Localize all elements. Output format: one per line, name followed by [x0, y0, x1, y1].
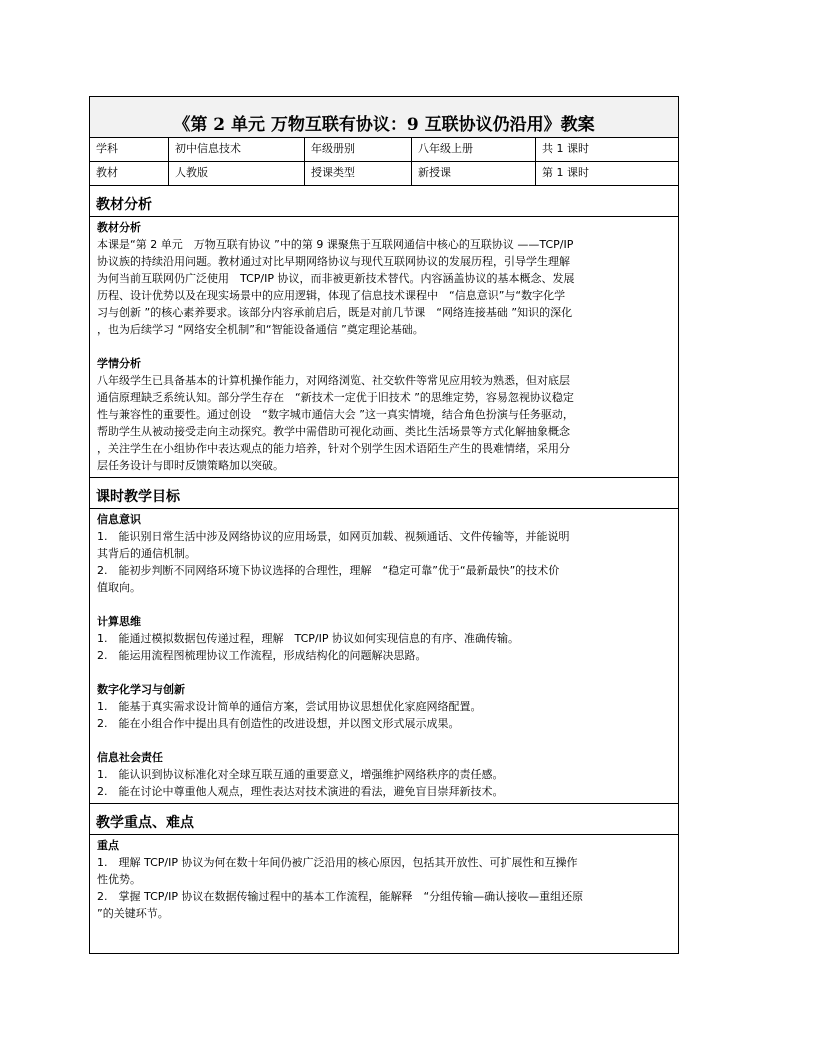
objective-line: 值取向。 [97, 581, 141, 594]
analysis-section-body [90, 217, 678, 478]
textbook-analysis-line: 历程、设计优势以及在现实场景中的应用逻辑，体现了信息技术课程中 “信息意识”与“数字化学 [97, 289, 566, 302]
keypoints-section-header [90, 804, 678, 835]
textbook-value: 人教版 [169, 162, 305, 185]
textbook-analysis-title: 教材分析 [97, 221, 141, 234]
textbook-analysis-line: 本课是“第 2 单元 万物互联有协议 ”中的第 9 课聚焦于互联网通信中核心的互联协议 ——TCP/IP [97, 238, 574, 251]
lesson-type-label: 授课类型 [305, 162, 412, 185]
objectives-section-body [90, 509, 678, 804]
subject-value: 初中信息技术 [169, 138, 305, 161]
objective-group-title: 信息意识 [97, 513, 141, 526]
textbook-label: 教材 [90, 162, 169, 185]
keypoints-title: 重点 [97, 839, 119, 852]
learner-analysis-title: 学情分析 [97, 357, 141, 370]
keypoint-line: 1. 理解 TCP/IP 协议为何在数十年间仍被广泛沿用的核心原因，包括其开放性、可扩展性和互操作 [97, 856, 578, 869]
learner-analysis-line: 通信原理缺乏系统认知。部分学生存在 “新技术一定优于旧技术 ”的思维定势，容易忽视协议稳定 [97, 391, 574, 404]
keypoints-section-body [90, 835, 678, 925]
objectives-section-header [90, 478, 678, 509]
objectives-heading: 课时教学目标 [96, 489, 180, 505]
learner-analysis-line: 层任务设计与即时反馈策略加以突破。 [97, 459, 284, 472]
current-period: 第 1 课时 [542, 166, 589, 179]
grade-label: 年级册别 [305, 138, 412, 161]
objective-line: 1. 能通过模拟数据包传递过程，理解 TCP/IP 协议如何实现信息的有序、准确传输。 [97, 632, 519, 645]
textbook-analysis-line: 习与创新 ”的核心素养要求。该部分内容承前启后，既是对前几节课 “网络连接基础 ”知识的深化 [97, 306, 573, 319]
objective-line: 2. 能在讨论中尊重他人观点，理性表达对技术演进的看法，避免盲目崇拜新技术。 [97, 785, 504, 798]
title-row [90, 97, 678, 138]
objective-line: 2. 能在小组合作中提出具有创造性的改进设想，并以图文形式展示成果。 [97, 717, 460, 730]
analysis-section-header [90, 186, 678, 217]
total-periods: 共 1 课时 [542, 142, 589, 155]
keypoint-line: 2. 掌握 TCP/IP 协议在数据传输过程中的基本工作流程，能解释 “分组传输—确认接收—重组还原 [97, 890, 584, 903]
learner-analysis-line: 帮助学生从被动接受走向主动探究。教学中需借助可视化动画、类比生活场景等方式化解抽象概念 [97, 425, 570, 438]
objective-line: 2. 能运用流程图梳理协议工作流程，形成结构化的问题解决思路。 [97, 649, 427, 662]
info-row-2 [90, 162, 678, 186]
learner-analysis-line: ，关注学生在小组协作中表达观点的能力培养，针对个别学生因术语陌生产生的畏难情绪，采用分 [97, 442, 570, 455]
keypoint-line: 性优势。 [97, 873, 141, 886]
lesson-plan-table [89, 96, 679, 954]
objective-group-title: 计算思维 [97, 615, 141, 628]
textbook-analysis-line: 为何当前互联网仍广泛使用 TCP/IP 协议，而非被更新技术替代。内容涵盖协议的基本概念、发展 [97, 272, 575, 285]
objective-line: 1. 能识别日常生活中涉及网络协议的应用场景，如网页加载、视频通话、文件传输等，并能说明 [97, 530, 570, 543]
textbook-analysis-line: ，也为后续学习 “网络安全机制”和“智能设备通信 ”奠定理论基础。 [97, 323, 424, 336]
analysis-heading: 教材分析 [96, 197, 152, 213]
grade-value: 八年级上册 [412, 138, 536, 161]
objective-group-title: 信息社会责任 [97, 751, 163, 764]
objective-group-title: 数字化学习与创新 [97, 683, 185, 696]
objective-line: 1. 能基于真实需求设计简单的通信方案，尝试用协议思想优化家庭网络配置。 [97, 700, 482, 713]
document-title: 《第 2 单元 万物互联有协议：9 互联协议仍沿用》教案 [173, 115, 595, 135]
subject-label: 学科 [90, 138, 169, 161]
objective-line: 其背后的通信机制。 [97, 547, 196, 560]
objective-line: 1. 能认识到协议标准化对全球互联互通的重要意义，增强维护网络秩序的责任感。 [97, 768, 504, 781]
keypoints-heading: 教学重点、难点 [96, 815, 194, 831]
learner-analysis-line: 性与兼容性的重要性。通过创设 “数字城市通信大会 ”这一真实情境，结合角色扮演与任务驱动， [97, 408, 574, 421]
textbook-analysis-line: 协议族的持续沿用问题。教材通过对比早期网络协议与现代互联网协议的发展历程，引导学生理解 [97, 255, 570, 268]
info-row-1 [90, 138, 678, 162]
learner-analysis-line: 八年级学生已具备基本的计算机操作能力，对网络浏览、社交软件等常见应用较为熟悉，但对底层 [97, 374, 570, 387]
keypoint-line: ”的关键环节。 [97, 907, 169, 920]
lesson-type-value: 新授课 [412, 162, 536, 185]
objective-line: 2. 能初步判断不同网络环境下协议选择的合理性，理解 “稳定可靠”优于“最新最快”的技术价 [97, 564, 560, 577]
